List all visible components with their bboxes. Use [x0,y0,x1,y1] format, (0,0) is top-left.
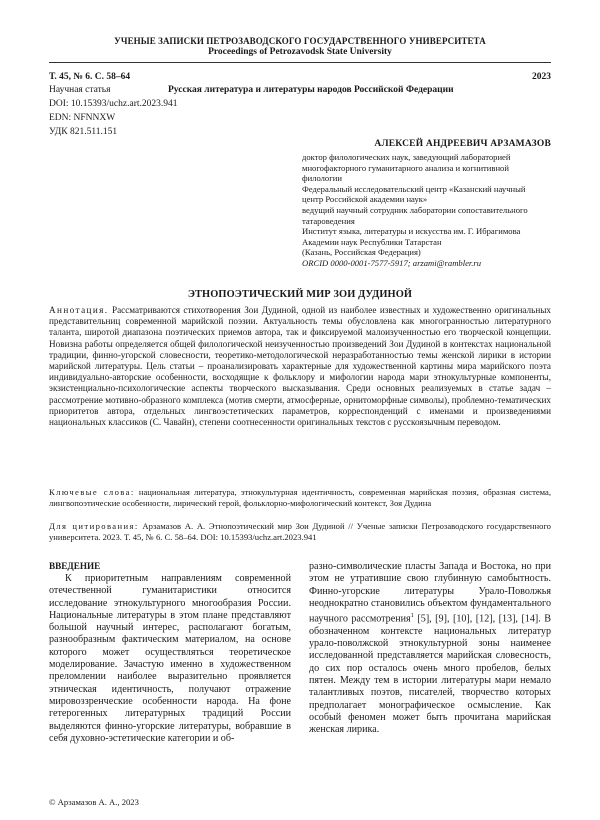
abstract-label: Аннотация. [49,305,109,315]
header-divider [49,62,551,63]
affiliation-line: Федеральный исследовательский центр «Казанский научный центр Российской академии наук» [302,183,526,205]
affiliation-line: ведущий научный сотрудник лаборатории сопоставительного татароведения [302,204,528,226]
keywords [49,487,551,508]
journal-title-en: Proceedings of Petrozavodsk State University [208,47,392,57]
article-type: Научная статья [49,85,111,95]
affiliation-line: (Казань, Российская Федерация) [302,247,421,258]
keywords-text: национальная литература, этнокультурная идентичность, современная марийская поэзия, образная система, лингвопоэтические особенности, лирический герой, фольклорно-мифологический контекст, Зоя Дудина [49,487,551,508]
affiliation-line: доктор филологических наук, заведующий лабораторией многофакторного гуманитарного анализа и когнитивной филологии [302,152,511,184]
citation [49,521,551,542]
section-heading: ВВЕДЕНИЕ [49,561,101,571]
article-title: ЭТНОПОЭТИЧЕСКИЙ МИР ЗОИ ДУДИНОЙ [187,289,413,300]
year: 2023 [532,72,551,82]
citation-text: Арзамазов А. А. Этнопоэтический мир Зои Дудиной // Ученые записки Петрозаводского государственного университета. 2023. Т. 45, № 6. С. 58–64. DOI: 10.15393/uchz.art.2023.941 [49,521,551,542]
body-column-right [309,561,551,737]
volume-info: Т. 45, № 6. С. 58–64 [49,72,131,82]
copyright: © Арзамазов А. А., 2023 [49,797,139,807]
body-column-left [49,573,291,745]
edn: EDN: NFNNXW [49,113,116,123]
abstract [49,305,551,428]
body-paragraph: разно-символические пласты Запада и Востока, но при этом не утратившие свою глубинную самобытность. Финно-угорские литературы Урало-Поволжья неоднократно становились объектом фундаментального научного рассмотрения [309,561,551,625]
doi[interactable]: DOI: 10.15393/uchz.art.2023.941 [49,99,178,109]
keywords-label: Ключевые слова: [49,487,135,497]
journal-title-ru: УЧЕНЫЕ ЗАПИСКИ ПЕТРОЗАВОДСКОГО ГОСУДАРСТВЕННОГО УНИВЕРСИТЕТА [114,36,486,46]
citation-label: Для цитирования: [49,521,139,531]
udk: УДК 821.511.151 [49,127,118,137]
orcid[interactable]: ORCID 0000-0001-7577-5917; [302,257,411,268]
affiliation-line: Институт языка, литературы и искусства им. Г. Ибрагимова Академии наук Республики Татарстан [302,226,521,247]
journal-section: Русская литература и литературы народов Российской Федерации [168,85,454,95]
author-affiliations [302,152,547,269]
abstract-text: Рассматриваются стихотворения Зои Дудиной, одной из наиболее известных и художественно оригинальных представительниц современной марийской поэзии. Актуальность темы обусловлена как многогранностью литературного таланта, широтой диапазона поэтических приемов автора, так и фиксируемой малоизученностью его творческой концепции. Новизна работы определяется общей филологической неизученностью произведений Зои Дудиной в контекстах национальной традиции, финно-угорской словесности, теоретико-методологической неразработанностью темы женской лирики в истории марийской литературы. Цель статьи – проанализировать характерные для художественной картины мира марийского поэта индивидуально-авторские особенности, восходящие к фольклору и мифологии народа мари этнокультурные компоненты, экзистенциально-психологические аспекты творческого высказывания. Среди основных реализуемых в статье задач – рассмотрение мотивно-образного комплекса (мотив смерти, атмосферные, орнитоморфные символы), проблемно-тематических приоритетов автора, отдельных лингвоэстетических параметров, корреспонденций с именами и произведениями национальных классиков (С. Чавайн), степени соотнесенности оригинальных текстов с русскоязычным переводом. [49,305,552,428]
footnote-mark[interactable]: 1 [410,612,414,620]
body-paragraph-cont: [5], [9], [10], [12], [13], [14]. В обозначенном контексте национальных литератур урало-поволжской этнокультурной зоны наименее исследованной представляется марийская словесность, до сих пор осталось очень много пробелов, белых пятен. Между тем в истории литературы мари немало талантливых поэтов, писателей, творчество которых предполагает монографическое осмысление. Как особый феномен может быть прочитана марийская женская лирика. [309,613,552,736]
body-paragraph: К приоритетным направлениям современной отечественной гуманитаристики относится исследование этнокультурного многообразия России. Национальные литературы в этом плане представляют большой научный интерес, располагают богатым, разнообразным фактическим материалом, на основе которого может осуществляться теоретическое моделирование. Зачастую именно в художественном преломлении наиболее выразительно проявляется этническая идентичность, получают отражение мировоззренческие особенности народа. На фоне гетерогенных литературных традиций России выделяются финно-угорские литературы, вобравшие в себя духовно-эстетические категории и об- [49,573,291,744]
author-name: АЛЕКСЕЙ АНДРЕЕВИЧ АРЗАМАЗОВ [374,139,551,149]
author-email[interactable]: arzami@rambler.ru [412,257,482,268]
